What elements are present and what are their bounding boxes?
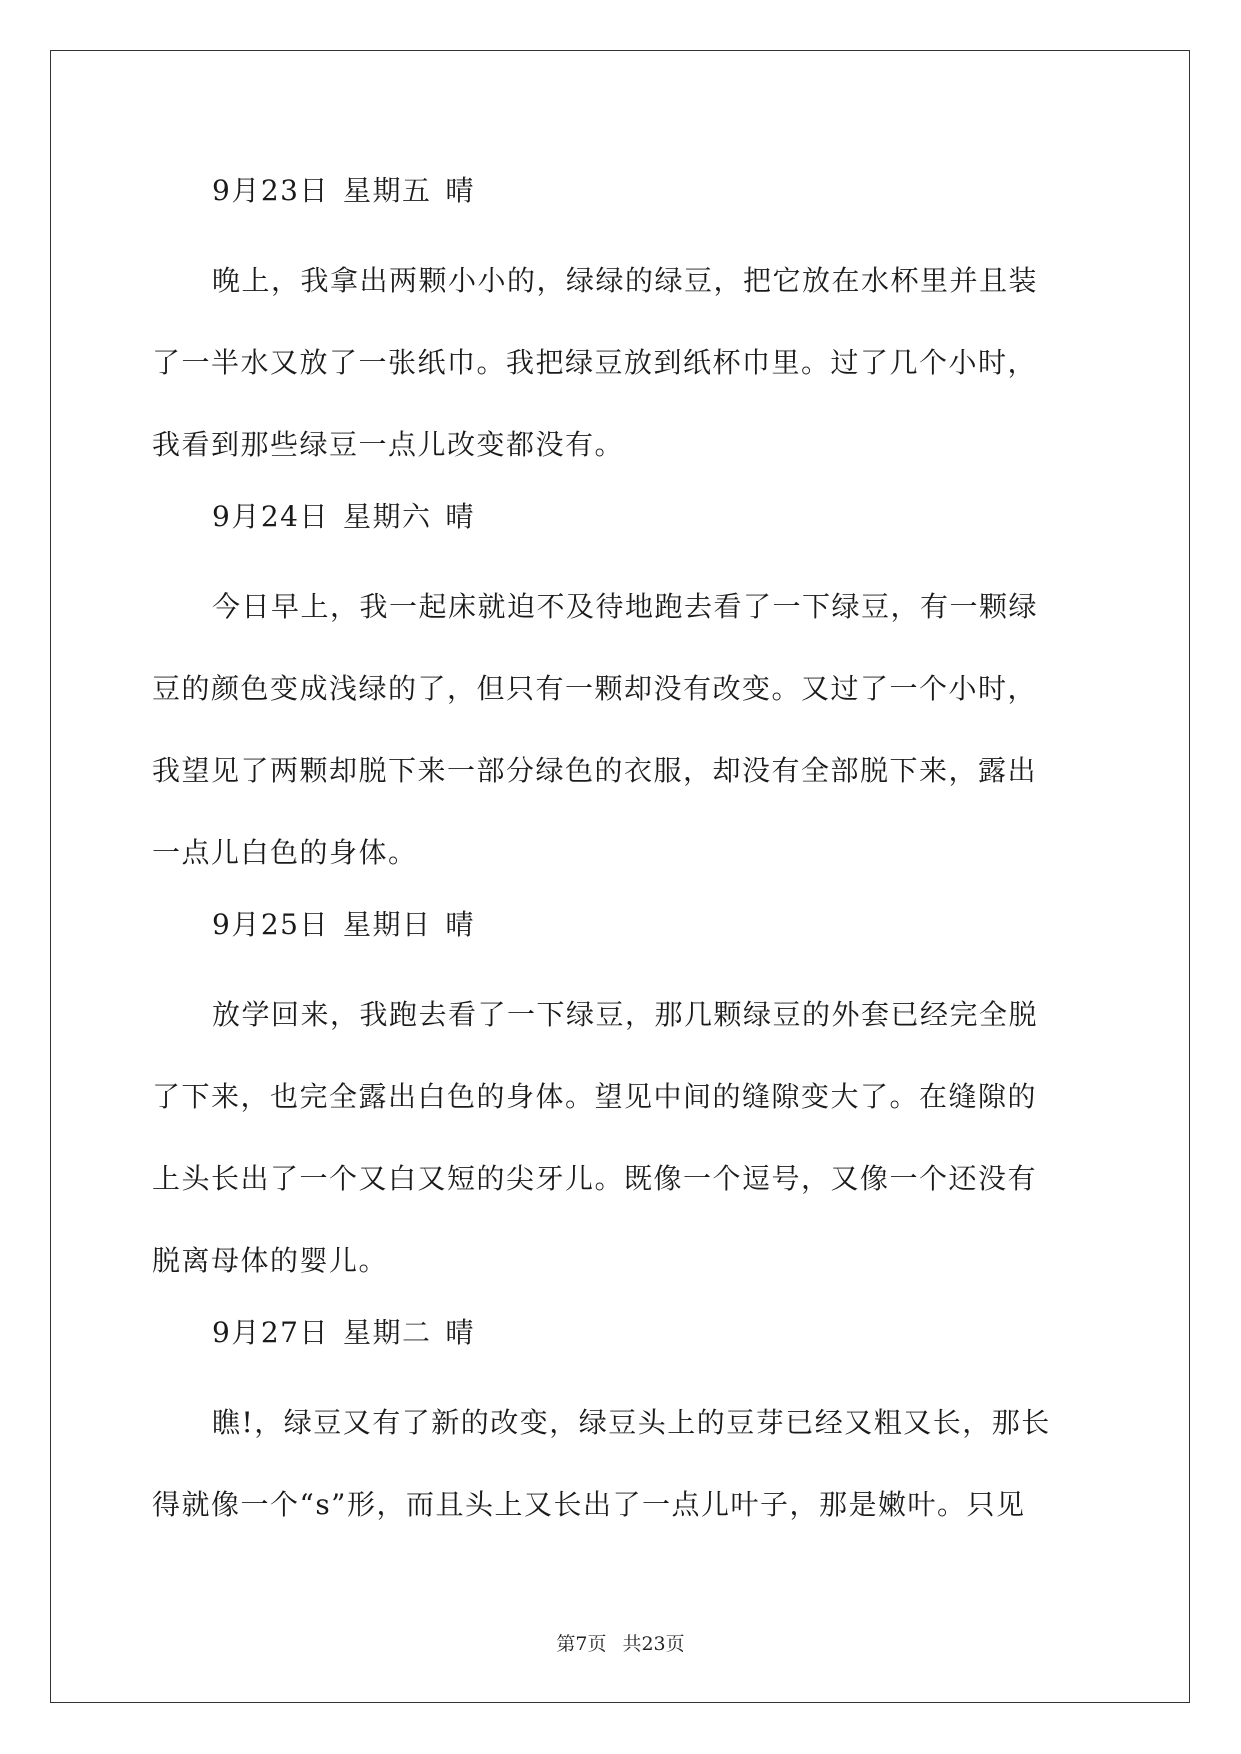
entry-weekday: 星期二: [342, 1316, 432, 1349]
diary-date-heading: [152, 894, 1087, 974]
entry-weekday: 星期五: [342, 174, 432, 207]
paragraph-line: 今日早上，我一起床就迫不及待地跑去看了一下绿豆，有一颗绿: [212, 590, 1039, 623]
entry-weekday: 星期六: [342, 500, 432, 533]
page-number: 第7页: [556, 1633, 607, 1655]
paragraph-line: 得就像一个“s”形，而且头上又长出了一点儿叶子，那是嫩叶。只见: [152, 1488, 1026, 1521]
paragraph-line: 我望见了两颗却脱下来一部分绿色的衣服，却没有全部脱下来，露出: [152, 754, 1038, 787]
diary-date-heading: [152, 486, 1087, 566]
entry-date: 9月27日: [212, 1316, 329, 1349]
entry-weather: 晴: [445, 500, 475, 533]
page-footer: [0, 1629, 1241, 1656]
paragraph-line: 豆的颜色变成浅绿的了，但只有一颗却没有改变。又过了一个小时，: [152, 672, 1038, 705]
paragraph-line: 我看到那些绿豆一点儿改变都没有。: [152, 428, 625, 461]
diary-date-heading: [152, 160, 1087, 240]
diary-date-heading: [152, 1302, 1087, 1382]
paragraph-line: 上头长出了一个又白又短的尖牙儿。既像一个逗号，又像一个还没有: [152, 1162, 1038, 1195]
entry-date: 9月25日: [212, 908, 329, 941]
paragraph-line: 放学回来，我跑去看了一下绿豆，那几颗绿豆的外套已经完全脱: [212, 998, 1039, 1031]
paragraph-line: 了下来，也完全露出白色的身体。望见中间的缝隙变大了。在缝隙的: [152, 1080, 1038, 1113]
entry-date: 9月24日: [212, 500, 329, 533]
entry-date: 9月23日: [212, 174, 329, 207]
entry-weather: 晴: [445, 908, 475, 941]
page-total: 共23页: [622, 1633, 685, 1655]
paragraph-line: 脱离母体的婴儿。: [152, 1244, 389, 1277]
entry-weather: 晴: [445, 174, 475, 207]
paragraph-line: 瞧!，绿豆又有了新的改变，绿豆头上的豆芽已经又粗又长，那长: [212, 1406, 1051, 1439]
entry-weekday: 星期日: [342, 908, 432, 941]
paragraph-line: 一点儿白色的身体。: [152, 836, 418, 869]
document-body: [152, 160, 1087, 1546]
paragraph-line: 了一半水又放了一张纸巾。我把绿豆放到纸杯巾里。过了几个小时，: [152, 346, 1038, 379]
paragraph-line: 晚上，我拿出两颗小小的，绿绿的绿豆，把它放在水杯里并且装: [212, 264, 1039, 297]
entry-weather: 晴: [445, 1316, 475, 1349]
